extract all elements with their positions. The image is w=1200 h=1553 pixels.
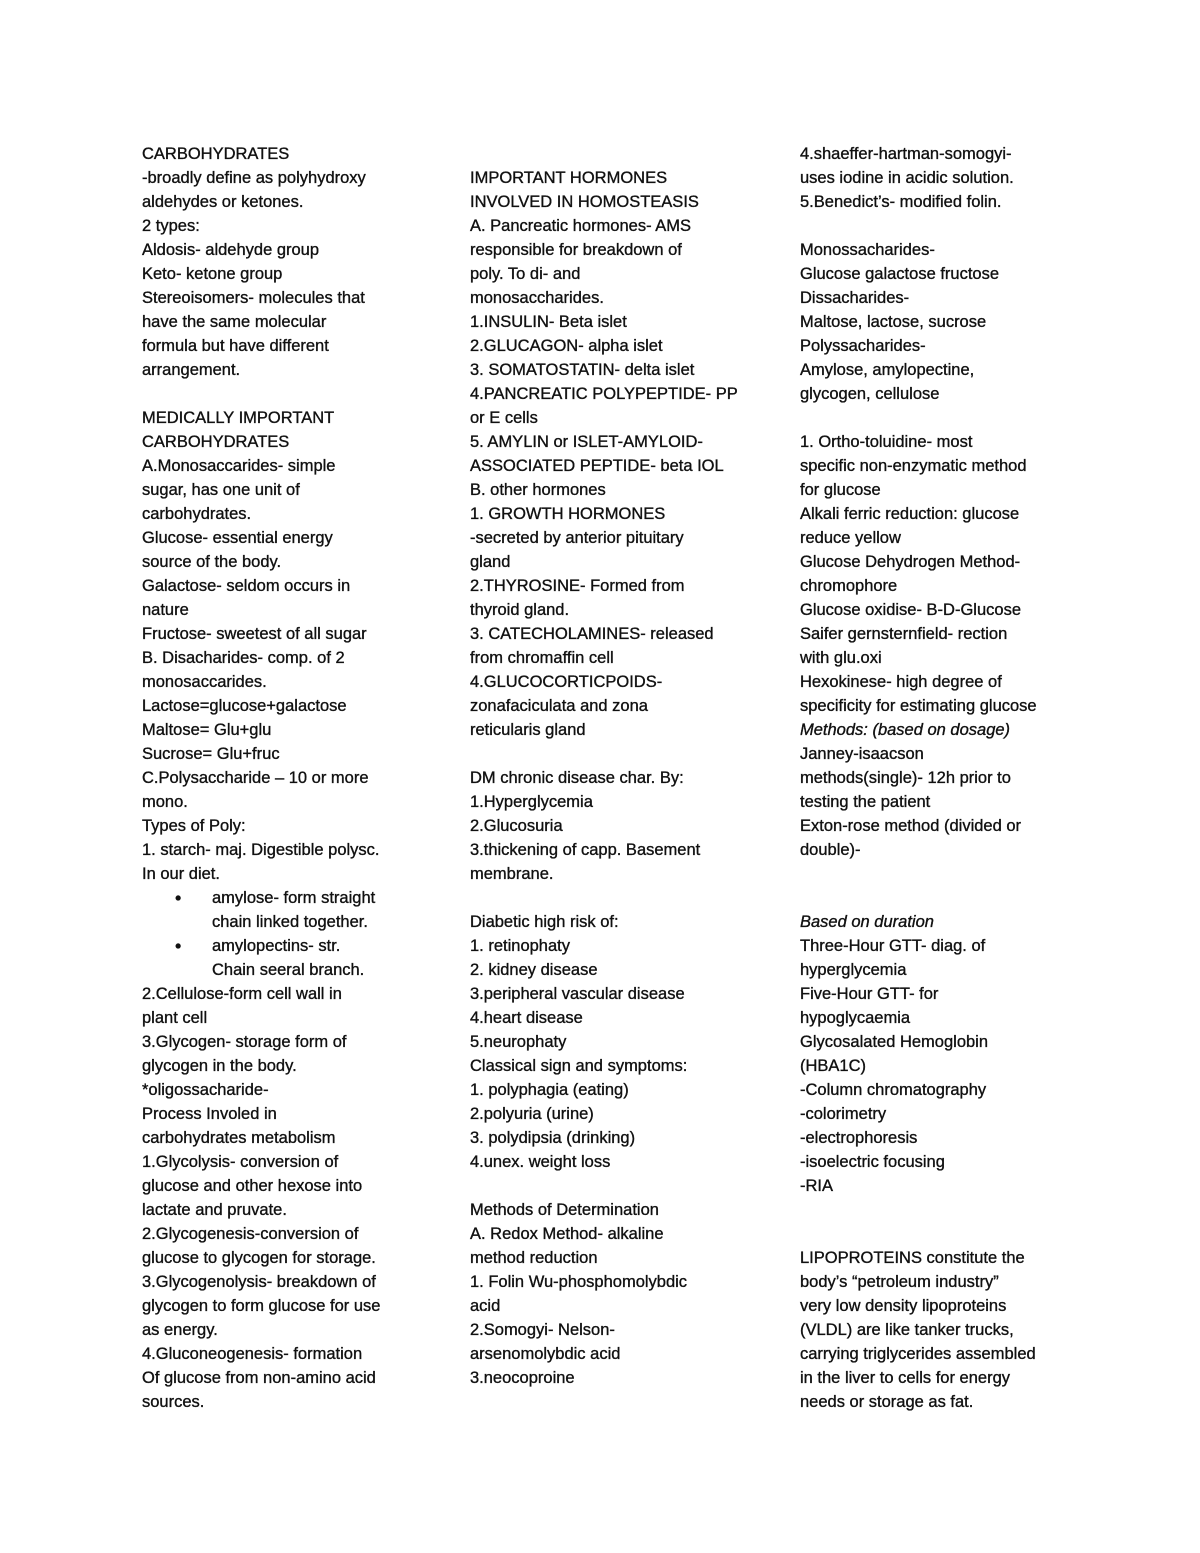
text-line: Methods: (based on dosage) <box>800 721 1011 739</box>
text-line: Polyssacharides- <box>800 337 926 355</box>
text-line: carrying triglycerides assembled <box>800 1345 1036 1363</box>
text-line: as energy. <box>142 1321 218 1339</box>
text-line: 4.heart disease <box>470 1009 583 1027</box>
text-line: 3.Glycogenolysis- breakdown of <box>142 1273 376 1291</box>
text-line: arrangement. <box>142 361 241 379</box>
text-line: Maltose= Glu+glu <box>142 721 272 739</box>
text-line: DM chronic disease char. By: <box>470 769 684 787</box>
text-line: 2. kidney disease <box>470 961 598 979</box>
text-line: sources. <box>142 1393 205 1411</box>
text-line: Glycosalated Hemoglobin <box>800 1033 989 1051</box>
text-line: ASSOCIATED PEPTIDE- beta IOL <box>470 457 724 475</box>
text-line: -secreted by anterior pituitary <box>470 529 684 547</box>
text-line: Glucose- essential energy <box>142 529 333 547</box>
text-line: plant cell <box>142 1009 208 1027</box>
text-line: Lactose=glucose+galactose <box>142 697 347 715</box>
text-line: 3.thickening of capp. Basement <box>470 841 701 859</box>
text-line: 4.PANCREATIC POLYPEPTIDE- PP <box>470 385 738 403</box>
text-line: Glucose oxidise- B-D-Glucose <box>800 601 1021 619</box>
text-line: -RIA <box>800 1177 833 1195</box>
text-line <box>470 742 760 766</box>
text-line: 5.neurophaty <box>470 1033 567 1051</box>
text-line: membrane. <box>470 865 554 883</box>
text-line: mono. <box>142 793 188 811</box>
text-line: Dissacharides- <box>800 289 910 307</box>
text-line: Keto- ketone group <box>142 265 283 283</box>
text-line: -electrophoresis <box>800 1129 918 1147</box>
text-line: sugar, has one unit of <box>142 481 300 499</box>
text-line: MEDICALLY IMPORTANT <box>142 409 335 427</box>
text-line: A. Redox Method- alkaline <box>470 1225 664 1243</box>
text-line: double)- <box>800 841 861 859</box>
text-line: 2.Glycogenesis-conversion of <box>142 1225 359 1243</box>
text-line: responsible for breakdown of <box>470 241 682 259</box>
text-line <box>800 1222 1090 1246</box>
text-line: Janney-isaacson <box>800 745 924 763</box>
text-line: Methods of Determination <box>470 1201 659 1219</box>
text-line: acid <box>470 1297 501 1315</box>
text-line: 1. polyphagia (eating) <box>470 1081 629 1099</box>
text-line: method reduction <box>470 1249 598 1267</box>
text-line: poly. To di- and <box>470 265 581 283</box>
text-line: glycogen in the body. <box>142 1057 297 1075</box>
text-line: glycogen, cellulose <box>800 385 940 403</box>
text-line: 4.Gluconeogenesis- formation <box>142 1345 363 1363</box>
text-line <box>142 382 432 406</box>
text-line <box>800 886 1090 910</box>
text-line: Glucose Dehydrogen Method- <box>800 553 1021 571</box>
text-line: Based on duration <box>800 913 934 931</box>
text-line: -broadly define as polyhydroxy <box>142 169 366 187</box>
text-line: 1.Glycolysis- conversion of <box>142 1153 339 1171</box>
text-line: carbohydrates metabolism <box>142 1129 336 1147</box>
text-line: Process Involed in <box>142 1105 277 1123</box>
text-line: Five-Hour GTT- for <box>800 985 939 1003</box>
text-line: Amylose, amylopectine, <box>800 361 975 379</box>
column-middle <box>470 166 760 1390</box>
text-line: methods(single)- 12h prior to <box>800 769 1011 787</box>
text-line: nature <box>142 601 189 619</box>
text-line: -isoelectric focusing <box>800 1153 945 1171</box>
text-line: uses iodine in acidic solution. <box>800 169 1014 187</box>
text-line: 2.Cellulose-form cell wall in <box>142 985 342 1003</box>
text-line: 2.GLUCAGON- alpha islet <box>470 337 663 355</box>
text-line: 1. GROWTH HORMONES <box>470 505 666 523</box>
text-line: glycogen to form glucose for use <box>142 1297 381 1315</box>
text-line: body’s “petroleum industry” <box>800 1273 999 1291</box>
text-line: LIPOPROTEINS constitute the <box>800 1249 1025 1267</box>
text-line: Three-Hour GTT- diag. of <box>800 937 986 955</box>
text-line: arsenomolybdic acid <box>470 1345 621 1363</box>
text-line: 2.polyuria (urine) <box>470 1105 594 1123</box>
text-line: A. Pancreatic hormones- AMS <box>470 217 692 235</box>
text-line: CARBOHYDRATES <box>142 145 290 163</box>
text-line: Maltose, lactose, sucrose <box>800 313 987 331</box>
text-line: glucose to glycogen for storage. <box>142 1249 376 1267</box>
text-line: Exton-rose method (divided or <box>800 817 1022 835</box>
text-line: 2 types: <box>142 217 200 235</box>
column-right <box>800 142 1090 1414</box>
text-line: have the same molecular <box>142 313 327 331</box>
text-line: Stereoisomers- molecules that <box>142 289 365 307</box>
text-line: hyperglycemia <box>800 961 907 979</box>
text-line: INVOLVED IN HOMOSTEASIS <box>470 193 699 211</box>
text-line: In our diet. <box>142 865 220 883</box>
text-line: 1. Ortho-toluidine- most <box>800 433 973 451</box>
text-line: Chain seeral branch. <box>212 961 365 979</box>
text-line: Types of Poly: <box>142 817 246 835</box>
text-line: reduce yellow <box>800 529 901 547</box>
text-line: Alkali ferric reduction: glucose <box>800 505 1020 523</box>
text-line: specific non-enzymatic method <box>800 457 1027 475</box>
bullet-list-item: • amylose- form straight <box>142 886 432 910</box>
text-line: C.Polysaccharide – 10 or more <box>142 769 369 787</box>
text-line: A.Monosaccarides- simple <box>142 457 336 475</box>
text-line: Saifer gernsternfield- rection <box>800 625 1008 643</box>
column-left <box>142 142 432 1414</box>
text-line: 5. AMYLIN or ISLET-AMYLOID- <box>470 433 703 451</box>
text-line: monosaccharides. <box>470 289 604 307</box>
text-line: B. other hormones <box>470 481 606 499</box>
text-line: 3. CATECHOLAMINES- released <box>470 625 714 643</box>
text-line: or E cells <box>470 409 538 427</box>
text-line: formula but have different <box>142 337 329 355</box>
text-line: lactate and pruvate. <box>142 1201 287 1219</box>
text-line: B. Disacharides- comp. of 2 <box>142 649 345 667</box>
text-line: 2.Somogyi- Nelson- <box>470 1321 615 1339</box>
text-line: hypoglycaemia <box>800 1009 911 1027</box>
text-line <box>470 886 760 910</box>
text-line: Of glucose from non-amino acid <box>142 1369 376 1387</box>
text-line: *oligossacharide- <box>142 1081 269 1099</box>
text-line: zonafaciculata and zona <box>470 697 648 715</box>
text-line: thyroid gland. <box>470 601 570 619</box>
text-line <box>470 1174 760 1198</box>
text-line: 1.Hyperglycemia <box>470 793 593 811</box>
text-line: Fructose- sweetest of all sugar <box>142 625 367 643</box>
text-line: 3. SOMATOSTATIN- delta islet <box>470 361 695 379</box>
text-line: glucose and other hexose into <box>142 1177 363 1195</box>
text-line <box>800 1198 1090 1222</box>
text-line <box>800 214 1090 238</box>
text-line: Monossacharides- <box>800 241 935 259</box>
text-line: 1. Folin Wu-phosphomolybdic <box>470 1273 688 1291</box>
text-line: Classical sign and symptoms: <box>470 1057 688 1075</box>
text-line: (VLDL) are like tanker trucks, <box>800 1321 1014 1339</box>
text-line: very low density lipoproteins <box>800 1297 1007 1315</box>
bullet-list-item: • amylopectins- str. <box>142 934 432 958</box>
text-line: reticularis gland <box>470 721 586 739</box>
text-line: source of the body. <box>142 553 282 571</box>
text-line: Diabetic high risk of: <box>470 913 619 931</box>
text-line <box>800 862 1090 886</box>
text-line: (HBA1C) <box>800 1057 867 1075</box>
text-line: chain linked together. <box>212 913 368 931</box>
text-line: 5.Benedict’s- modified folin. <box>800 193 1002 211</box>
text-line: Galactose- seldom occurs in <box>142 577 351 595</box>
text-line: with glu.oxi <box>800 649 882 667</box>
text-line: 1. starch- maj. Digestible polysc. <box>142 841 380 859</box>
text-line: carbohydrates. <box>142 505 252 523</box>
text-line: IMPORTANT HORMONES <box>470 169 668 187</box>
text-line: aldehydes or ketones. <box>142 193 304 211</box>
text-line: Hexokinese- high degree of <box>800 673 1002 691</box>
text-line: 2.THYROSINE- Formed from <box>470 577 685 595</box>
text-line: 1.INSULIN- Beta islet <box>470 313 627 331</box>
text-line: chromophore <box>800 577 898 595</box>
text-line: 4.shaeffer-hartman-somogyi- <box>800 145 1012 163</box>
text-line: needs or storage as fat. <box>800 1393 974 1411</box>
text-line: 3.Glycogen- storage form of <box>142 1033 347 1051</box>
text-line: for glucose <box>800 481 881 499</box>
text-line: from chromaffin cell <box>470 649 614 667</box>
text-line: 2.Glucosuria <box>470 817 563 835</box>
text-line: monosaccarides. <box>142 673 267 691</box>
text-line: specificity for estimating glucose <box>800 697 1037 715</box>
text-line: Sucrose= Glu+fruc <box>142 745 280 763</box>
text-line: testing the patient <box>800 793 931 811</box>
text-line: -Column chromatography <box>800 1081 987 1099</box>
text-line: gland <box>470 553 511 571</box>
text-line: in the liver to cells for energy <box>800 1369 1011 1387</box>
text-line: 1. retinophaty <box>470 937 570 955</box>
text-line: 3.peripheral vascular disease <box>470 985 685 1003</box>
text-line: 4.unex. weight loss <box>470 1153 611 1171</box>
text-line: Glucose galactose fructose <box>800 265 1000 283</box>
text-line: CARBOHYDRATES <box>142 433 290 451</box>
text-line: 3. polydipsia (drinking) <box>470 1129 636 1147</box>
text-line <box>800 406 1090 430</box>
text-line: -colorimetry <box>800 1105 887 1123</box>
text-line: 3.neocoproine <box>470 1369 575 1387</box>
text-line: 4.GLUCOCORTICPOIDS- <box>470 673 663 691</box>
text-line: Aldosis- aldehyde group <box>142 241 320 259</box>
